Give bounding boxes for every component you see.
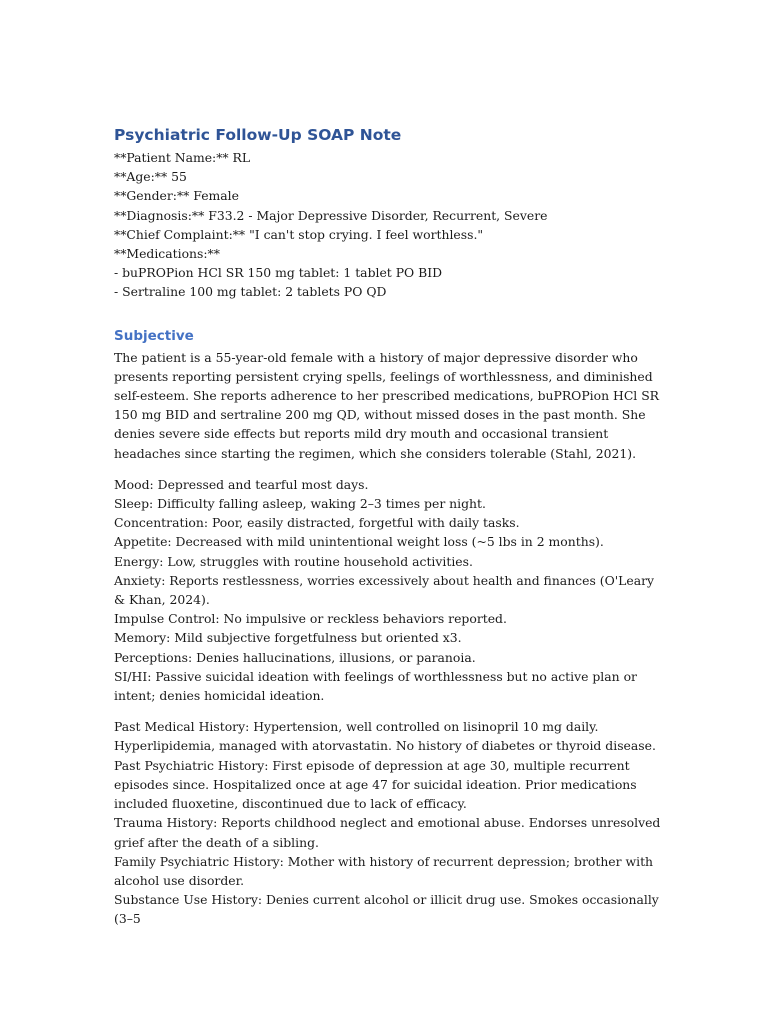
- symptom-memory: Memory: Mild subjective forgetfulness but oriented x3.: [114, 630, 462, 646]
- patient-name-line: **Patient Name:** RL: [114, 150, 251, 165]
- symptom-appetite: Appetite: Decreased with mild unintentional weight loss (~5 lbs in 2 months).: [114, 534, 604, 550]
- patient-header: [114, 148, 662, 302]
- chief-complaint-line: **Chief Complaint:** "I can't stop crying. I feel worthless.": [114, 226, 484, 242]
- section-heading-subjective: Subjective: [114, 327, 194, 344]
- medication-item: - buPROPion HCl SR 150 mg tablet: 1 tablet PO BID: [114, 265, 443, 281]
- medications-label: **Medications:**: [114, 246, 220, 262]
- symptom-anxiety: Anxiety: Reports restlessness, worries excessively about health and finances (O'Leary & Khan, 2024).: [114, 572, 655, 608]
- past-psychiatric-history: Past Psychiatric History: First episode of depression at age 30, multiple recurrent episodes since. Hospitalized once at age 47 for suicidal ideation. Prior medications included fluoxetine, discontinued due to lack of efficacy.: [114, 757, 637, 812]
- past-medical-history: Past Medical History: Hypertension, well controlled on lisinopril 10 mg daily. Hyperlipidemia, managed with atorvastatin. No history of diabetes or thyroid disease.: [114, 719, 656, 754]
- symptom-mood: Mood: Depressed and tearful most days.: [114, 476, 369, 492]
- symptom-si-hi: SI/HI: Passive suicidal ideation with feelings of worthlessness but no active plan or intent; denies homicidal ideation.: [114, 668, 637, 704]
- substance-use-history: Substance Use History: Denies current alcohol or illicit drug use. Smokes occasionally (3–5: [114, 892, 659, 927]
- family-psychiatric-history: Family Psychiatric History: Mother with history of recurrent depression; brother with alcohol use disorder.: [114, 853, 654, 888]
- medication-item: - Sertraline 100 mg tablet: 2 tablets PO QD: [114, 284, 387, 300]
- symptom-list: [114, 475, 662, 705]
- symptom-energy: Energy: Low, struggles with routine household activities.: [114, 553, 473, 569]
- symptom-concentration: Concentration: Poor, easily distracted, forgetful with daily tasks.: [114, 515, 520, 531]
- history-list: [114, 717, 662, 928]
- subjective-intro-paragraph: The patient is a 55-year-old female with a history of major depressive disorder who presents reporting persistent crying spells, feelings of worthlessness, and diminished self-esteem. She reports adherence to her prescribed medications, buPROPion HCl SR 150 mg BID and sertraline 200 mg QD, without missed doses in the past month. She denies severe side effects but reports mild dry mouth and occasional transient headaches since starting the regimen, which she considers tolerable (Stahl, 2021).: [114, 349, 660, 461]
- age-line: **Age:** 55: [114, 169, 187, 185]
- trauma-history: Trauma History: Reports childhood neglect and emotional abuse. Endorses unresolved grief after the death of a sibling.: [114, 815, 661, 850]
- symptom-impulse-control: Impulse Control: No impulsive or reckless behaviors reported.: [114, 611, 507, 627]
- gender-line: **Gender:** Female: [114, 188, 239, 204]
- symptom-sleep: Sleep: Difficulty falling asleep, waking 2–3 times per night.: [114, 496, 486, 512]
- diagnosis-line: **Diagnosis:** F33.2 - Major Depressive Disorder, Recurrent, Severe: [114, 207, 548, 223]
- document-title: Psychiatric Follow-Up SOAP Note: [114, 126, 402, 144]
- symptom-perceptions: Perceptions: Denies hallucinations, illusions, or paranoia.: [114, 649, 476, 665]
